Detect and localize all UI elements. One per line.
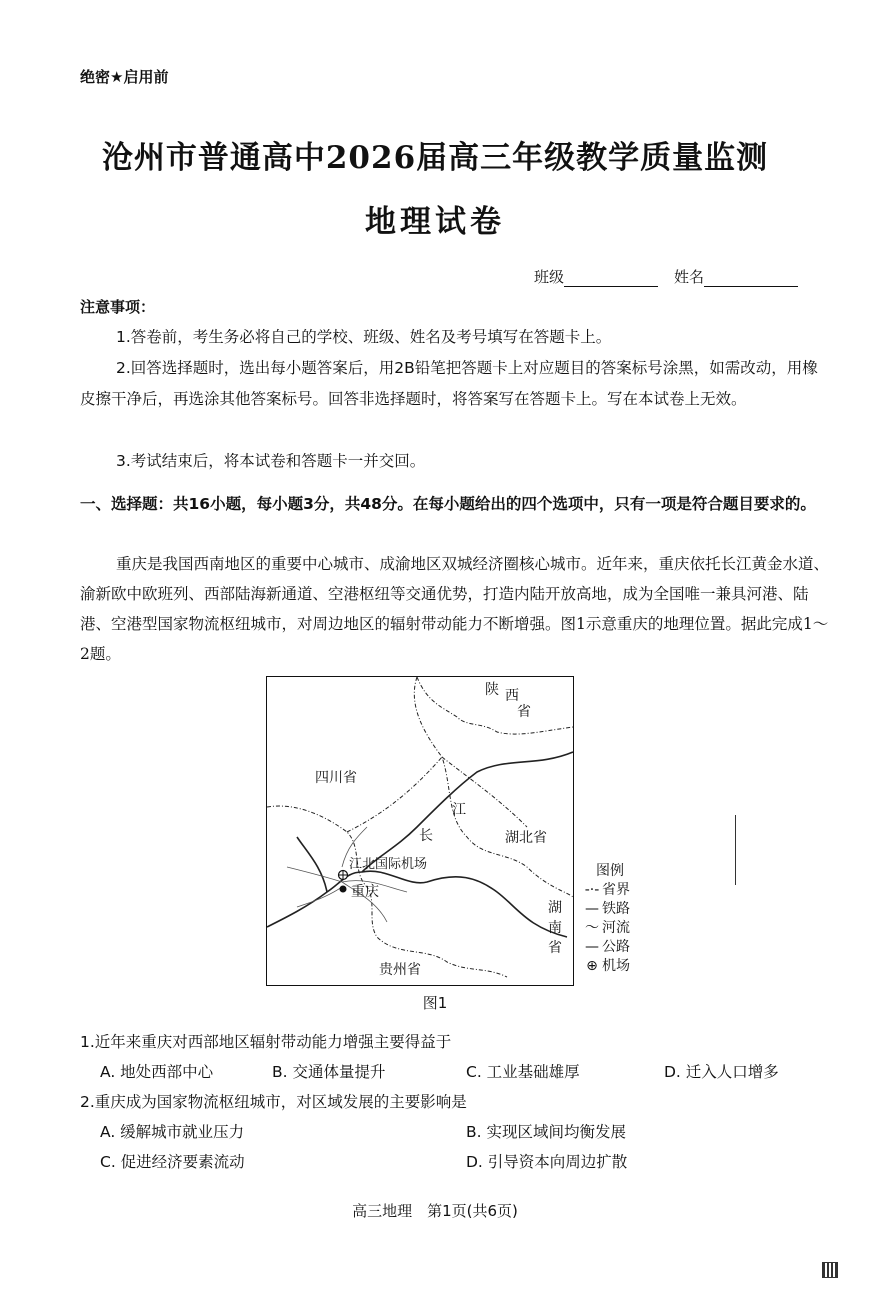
notice-item-1: 1.答卷前，考生务必将自己的学校、班级、姓名及考号填写在答题卡上。	[116, 328, 612, 346]
question-2-option-c[interactable]: C. 促进经济要素流动	[100, 1153, 245, 1171]
figure-caption: 图1	[422, 994, 448, 1012]
legend-row-boundary: -·- 省界	[582, 881, 662, 900]
question-1-option-b[interactable]: B. 交通体量提升	[272, 1063, 386, 1081]
map-label-shaanxi-2: 西	[505, 688, 519, 704]
legend-row-airport: ⊕ 机场	[582, 957, 662, 976]
qr-code-icon	[822, 1262, 838, 1278]
map-label-chongqing: 重庆	[351, 884, 379, 900]
notice-heading: 注意事项：	[80, 298, 156, 316]
boundary-icon: -·-	[584, 882, 600, 898]
question-1-option-d[interactable]: D. 迁入人口增多	[664, 1063, 779, 1081]
map-label-chang: 长	[419, 828, 433, 844]
legend-row-river: 〜 河流	[582, 919, 662, 938]
question-1-stem: 1.近年来重庆对西部地区辐射带动能力增强主要得益于	[80, 1033, 452, 1051]
legend-title: 图例	[596, 863, 624, 879]
section-intro: 重庆是我国西南地区的重要中心城市、成渝地区双城经济圈核心城市。近年来，重庆依托长江黄金水道、渝新欧中欧班列、西部陆海新通道、空港枢纽等交通优势，打造内陆开放高地，成为全国唯一兼具河港、陆港、空港型国家物流枢纽城市，对周边地区的辐射带动能力不断增强。图1示意重庆的地理位置。据此完成1～2题。	[80, 555, 830, 663]
map-label-shaanxi-3: 省	[517, 704, 531, 720]
river-icon: 〜	[585, 920, 599, 936]
map-label-jiang: 江	[452, 802, 466, 818]
name-blank[interactable]	[704, 270, 798, 287]
student-info	[534, 266, 798, 287]
chongqing-city-icon	[340, 886, 347, 893]
name-label: 姓名	[674, 268, 705, 286]
map-label-hunan-1: 湖	[548, 900, 562, 916]
question-2-option-d[interactable]: D. 引导资本向周边扩散	[466, 1153, 628, 1171]
confidential-mark: 绝密★启用前	[80, 68, 169, 86]
question-2-stem: 2.重庆成为国家物流枢纽城市，对区域发展的主要影响是	[80, 1093, 467, 1111]
map-legend	[582, 862, 662, 976]
map-label-airport: 江北国际机场	[349, 857, 428, 872]
highway-icon: —	[585, 939, 599, 955]
exam-title: 沧州市普通高中2026届高三年级教学质量监测	[101, 140, 769, 176]
class-blank[interactable]	[564, 270, 658, 287]
airport-legend-icon: ⊕	[586, 958, 598, 974]
section-heading: 一、选择题：共16小题，每小题3分，共48分。在每小题给出的四个选项中，只有一项是符合题目要求的。	[80, 495, 816, 513]
notice-item-2: 2.回答选择题时，选出每小题答案后，用2B铅笔把答题卡上对应题目的答案标号涂黑，如需改动，用橡皮擦干净后，再选涂其他答案标号。回答非选择题时，将答案写在答题卡上。写在本试卷上无效。	[80, 359, 818, 408]
question-2-option-b[interactable]: B. 实现区域间均衡发展	[466, 1123, 626, 1141]
map-label-hunan-2: 南	[548, 920, 562, 936]
map-label-hunan-3: 省	[548, 940, 562, 956]
class-label: 班级	[534, 268, 565, 286]
map-label-hubei: 湖北省	[505, 830, 547, 846]
map-label-shaanxi-1: 陕	[485, 682, 499, 698]
question-1-option-a[interactable]: A. 地处西部中心	[100, 1063, 214, 1081]
map-label-guizhou: 贵州省	[379, 962, 421, 978]
railway-icon: —	[585, 901, 599, 917]
map-label-sichuan: 四川省	[315, 770, 357, 786]
question-2-option-a[interactable]: A. 缓解城市就业压力	[100, 1123, 245, 1141]
page-footer: 高三地理 第1页(共6页)	[352, 1202, 518, 1220]
notice-item-3: 3.考试结束后，将本试卷和答题卡一并交回。	[116, 452, 426, 470]
legend-row-railway: — 铁路	[582, 900, 662, 919]
yangtze-river	[267, 871, 567, 937]
margin-line	[735, 815, 736, 885]
question-1-option-c[interactable]: C. 工业基础雄厚	[466, 1063, 580, 1081]
chongqing-map	[266, 676, 574, 986]
legend-row-highway: — 公路	[582, 938, 662, 957]
exam-subtitle: 地理试卷	[365, 204, 505, 240]
